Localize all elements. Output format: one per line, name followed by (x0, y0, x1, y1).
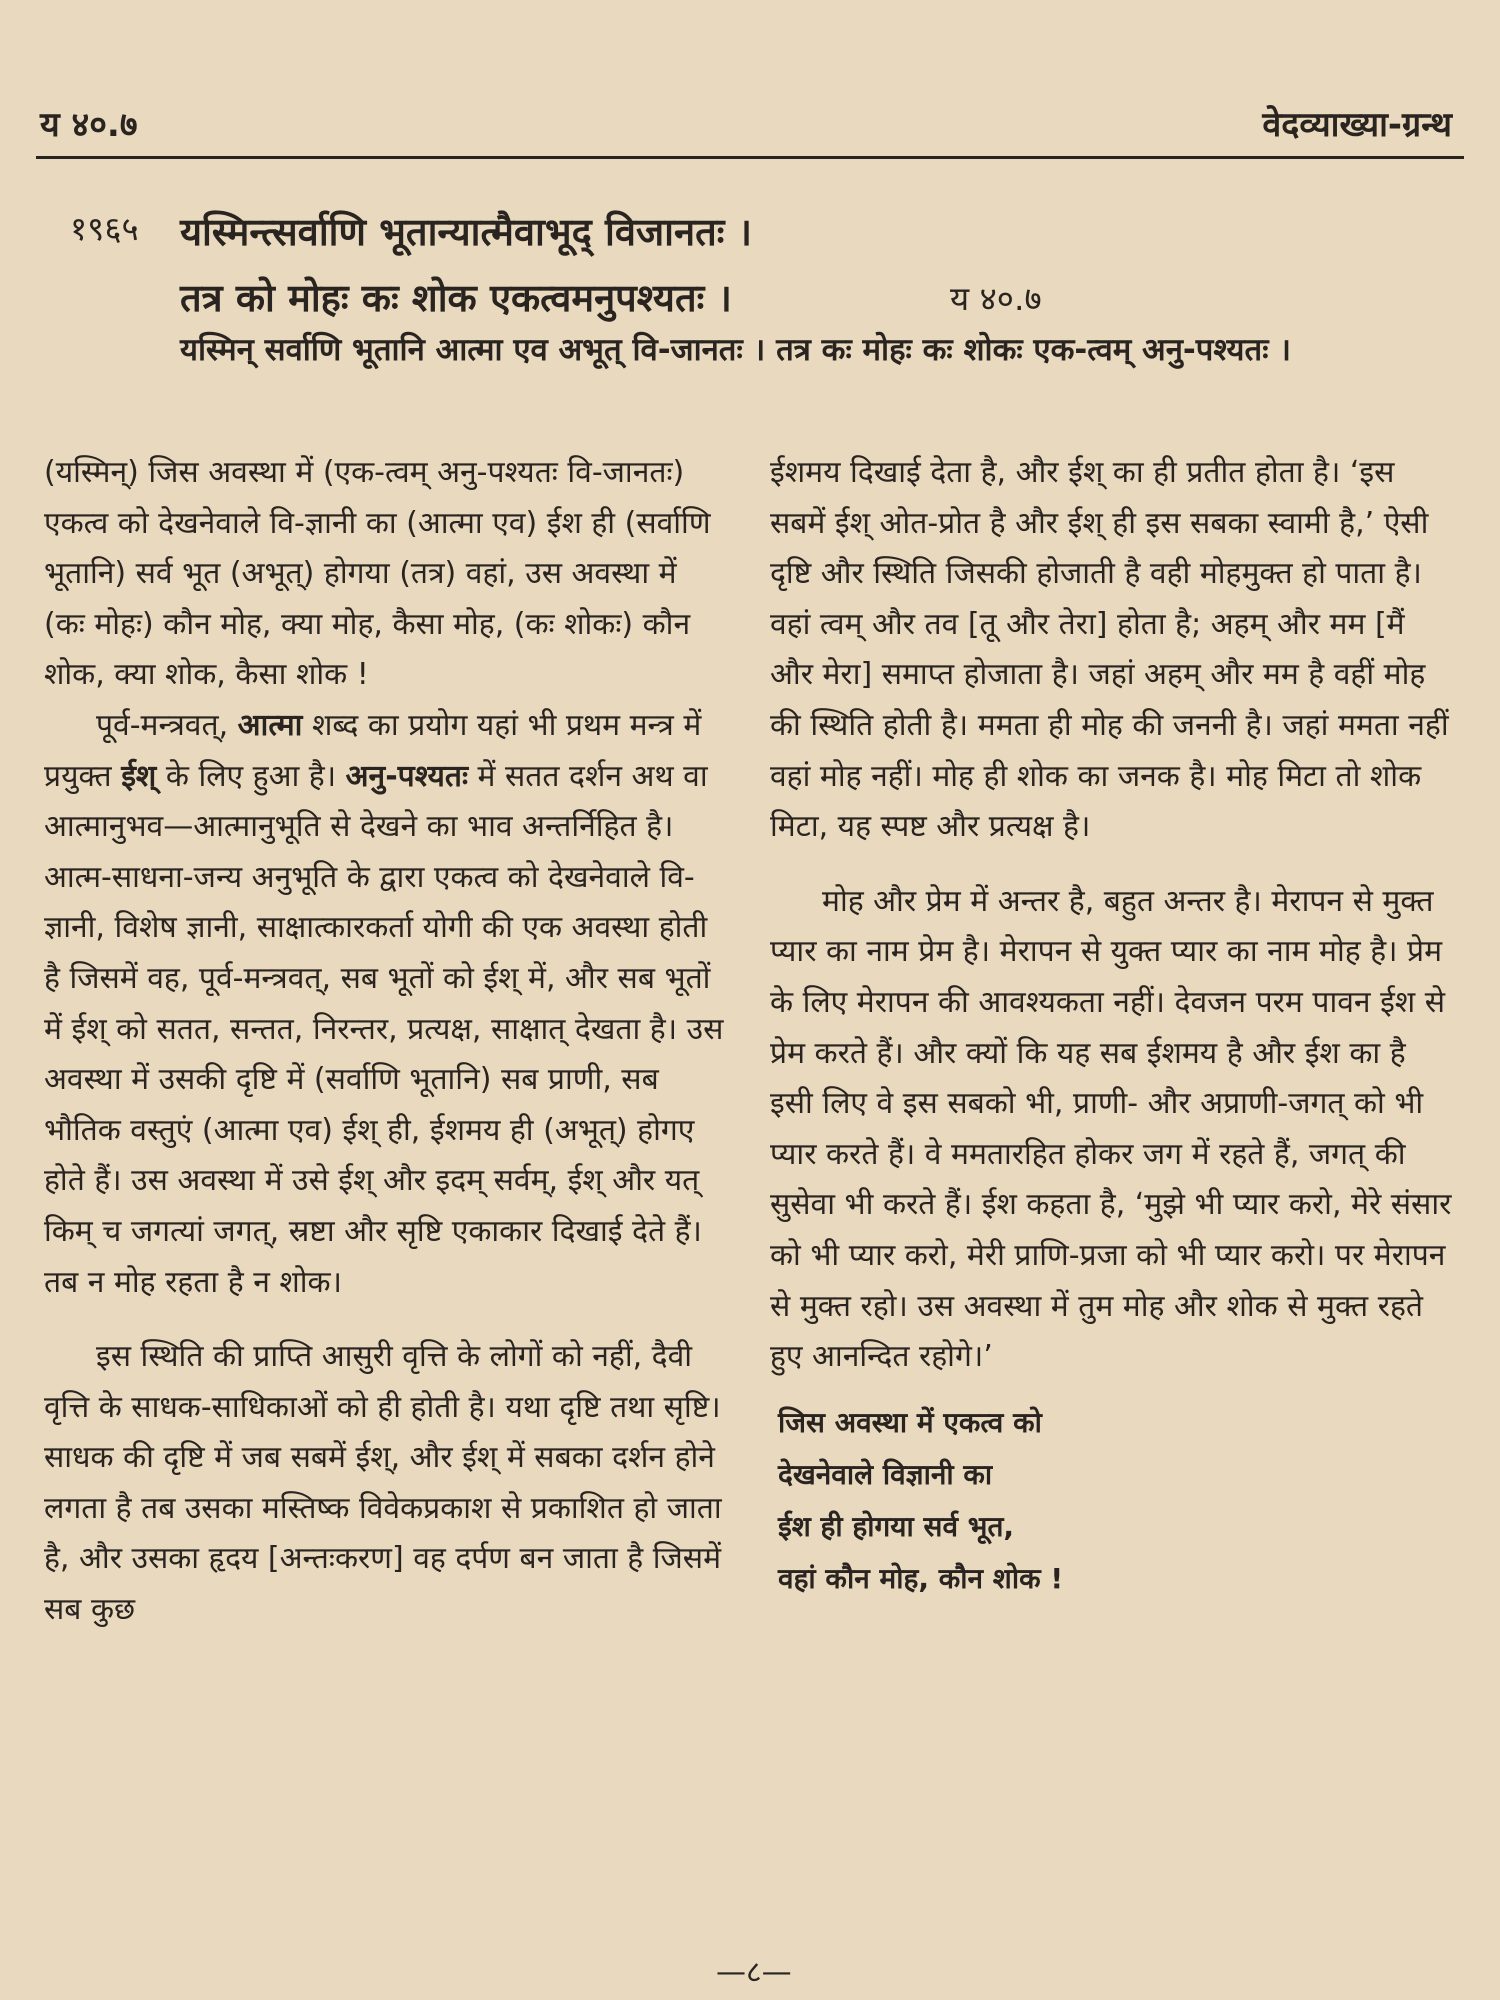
mantra-line-2: तत्र को मोहः कः शोक एकत्वमनुपश्यतः । (180, 276, 732, 320)
padapatha: यस्मिन् सर्वाणि भूतानि आत्मा एव अभूत् वि-जानतः । तत्र कः मोहः कः शोकः एक-त्वम् अनु-पश्यतः । (180, 332, 1292, 368)
verse-line: देखनेवाले विज्ञानी का (778, 1457, 993, 1491)
verse-line: वहां कौन मोह, कौन शोक ! (778, 1561, 1064, 1595)
text-run: पूर्व-मन्त्रवत्, (96, 707, 238, 743)
text-run: में सतत दर्शन अथ वा आत्मानुभव—आत्मानुभूति से देखने का भाव अन्तर्निहित है। आत्म-साधना-जन्य अनुभूति के द्वारा एकत्व को देखनेवाले वि-ज्ञानी, विशेष ज्ञानी, साक्षात्कारकर्ता योगी की एक अवस्था होती है जिसमें वह, पूर्व-मन्त्रवत्, सब भूतों को ईश् में, और सब भूतों में ईश् को सतत, सन्तत, निरन्तर, प्रत्यक्ष, साक्षात् देखता है। उस अवस्था में उसकी दृष्टि में (सर्वाणि भूतानि) सब प्राणी, सब भौतिक वस्तुएं (आत्मा एव) ईश् ही, ईशमय ही (अभूत्) होगए होते हैं। उस अवस्था में उसे ईश् और इदम् सर्वम्, ईश् और यत् किम् च जगत्यां जगत्, स्रष्टा और सृष्टि एकाकार दिखाई देते हैं। तब न मोह रहता है न शोक। (44, 758, 724, 1300)
page-number: —८— (716, 1955, 792, 1990)
header-rule (36, 156, 1464, 159)
text-run: के लिए हुआ है। (156, 758, 346, 794)
right-paragraph-2: मोह और प्रेम में अन्तर है, बहुत अन्तर है। मेरापन से मुक्त प्यार का नाम प्रेम है। मेरापन से युक्त प्यार का नाम मोह है। प्रेम के लिए मेरापन की आवश्यकता नहीं। देवजन परम पावन ईश से प्रेम करते हैं। और क्यों कि यह सब ईशमय है और ईश का है इसी लिए वे इस सबको भी, प्राणी- और अप्राणी-जगत् को भी प्यार करते हैं। वे ममतारहित होकर जग में रहते हैं, जगत् की सुसेवा भी करते हैं। ईश कहता है, ‘मुझे भी प्यार करो, मेरे संसार को भी प्यार करो, मेरी प्राणि-प्रजा को भी प्यार करो। पर मेरापन से मुक्त रहो। उस अवस्था में तुम मोह और शोक से मुक्त रहते हुए आनन्दित रहोगे।’ (770, 883, 1452, 1375)
running-head-title: वेदव्याख्या-ग्रन्थ (1262, 105, 1452, 145)
text-run: शब्द का प्रयोग यहां भी प्रथम मन्त्र में प्रयुक्त (44, 707, 702, 794)
left-paragraph-2 (44, 701, 726, 1308)
verse-line: ईश ही होगया सर्व भूत, (778, 1509, 1015, 1543)
mantra-reference: य ४०.७ (950, 279, 1042, 318)
bold-term-atma: आत्मा (237, 707, 303, 743)
left-column (44, 448, 726, 1636)
mantra-line-1: यस्मिन्त्सर्वाणि भूतान्यात्मैवाभूद् विजानतः । (180, 210, 753, 254)
right-paragraph-1: ईशमय दिखाई देता है, और ईश् का ही प्रतीत होता है। ‘इस सबमें ईश् ओत-प्रोत है और ईश् ही इस सबका स्वामी है,’ ऐसी दृष्टि और स्थिति जिसकी होजाती है वही मोहमुक्त हो पाता है। वहां त्वम् और तव [तू और तेरा] होता है; अहम् और मम [मैं और मेरा] समाप्त होजाता है। जहां अहम् और मम है वहीं मोह की स्थिति होती है। ममता ही मोह की जननी है। जहां ममता नहीं वहां मोह नहीं। मोह ही शोक का जनक है। मोह मिटा तो शोक मिटा, यह स्पष्ट और प्रत्यक्ष है। (770, 455, 1449, 845)
left-paragraph-1: (यस्मिन्) जिस अवस्था में (एक-त्वम् अनु-पश्यतः वि-जानतः) एकत्व को देखनेवाले वि-ज्ञानी का (आत्मा एव) ईश ही (सर्वाणि भूतानि) सर्व भूत (अभूत्) होगया (तत्र) वहां, उस अवस्था में (कः मोहः) कौन मोह, क्या मोह, कैसा मोह, (कः शोकः) कौन शोक, क्या शोक, कैसा शोक ! (44, 455, 711, 693)
bold-term-ish: ईश् (121, 758, 157, 794)
mantra-number: १९६५ (70, 209, 139, 248)
verse-line: जिस अवस्था में एकत्व को (778, 1405, 1042, 1439)
right-column (770, 448, 1452, 1605)
left-paragraph-3: इस स्थिति की प्राप्ति आसुरी वृत्ति के लोगों को नहीं, दैवी वृत्ति के साधक-साधिकाओं को ही होती है। यथा दृष्टि तथा सृष्टि। साधक की दृष्टि में जब सबमें ईश्, और ईश् में सबका दर्शन होने लगता है तब उसका मस्तिष्क विवेकप्रकाश से प्रकाशित हो जाता है, और उसका हृदय [अन्तःकरण] वह दर्पण बन जाता है जिसमें सब कुछ (44, 1339, 722, 1628)
bold-term-anupashyatah: अनु-पश्यतः (345, 758, 469, 794)
running-head-reference: य ४०.७ (40, 105, 138, 145)
summary-verse (778, 1397, 1452, 1605)
